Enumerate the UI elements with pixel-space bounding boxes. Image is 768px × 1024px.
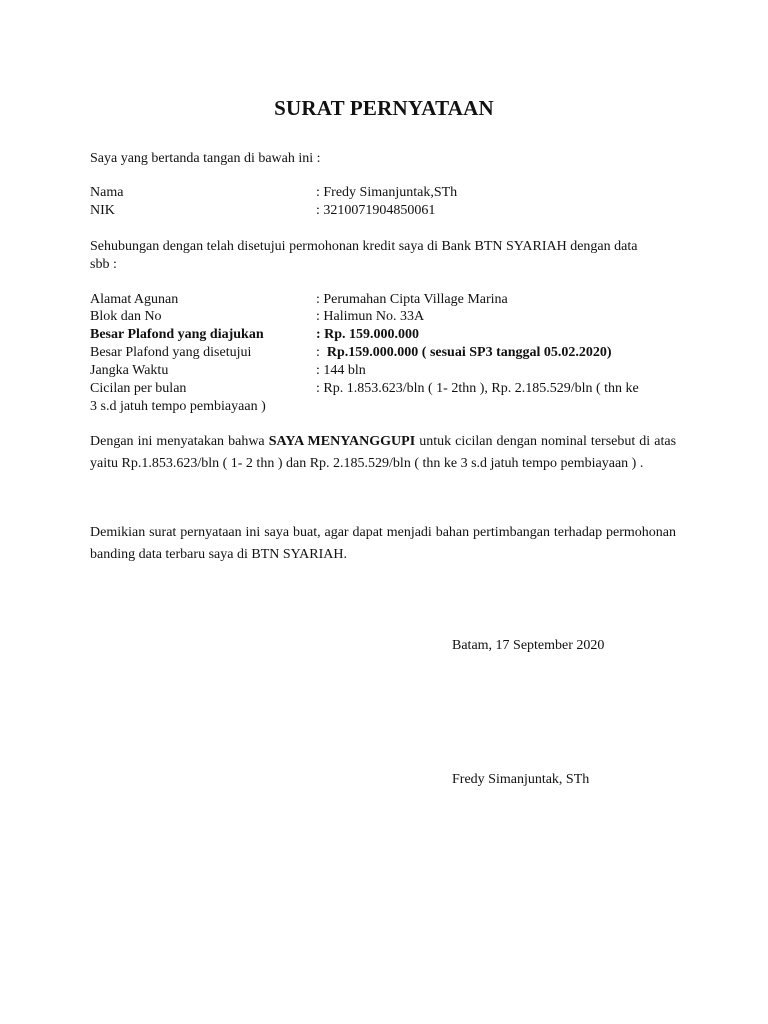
label-cicilan: Cicilan per bulan <box>90 381 187 396</box>
document-title: SURAT PERNYATAAN <box>274 96 494 120</box>
value-nik: : 3210071904850061 <box>316 203 436 218</box>
signatory-name: Fredy Simanjuntak, STh <box>452 772 590 787</box>
value-plafond-diajukan: : Rp. 159.000.000 <box>316 327 420 342</box>
label-plafond-disetujui: Besar Plafond yang disetujui <box>90 345 252 360</box>
label-nama: Nama <box>90 185 124 200</box>
label-plafond-diajukan: Besar Plafond yang diajukan <box>90 327 264 342</box>
colon: : <box>316 345 320 360</box>
label-blok-no: Blok dan No <box>90 309 162 324</box>
value-jangka-waktu: : 144 bln <box>316 363 366 378</box>
label-alamat-agunan: Alamat Agunan <box>90 292 179 307</box>
label-jangka-waktu: Jangka Waktu <box>90 363 169 378</box>
plafond-disetujui-amount: Rp.159.000.000 ( sesuai SP3 tanggal 05.02.2020) <box>326 345 612 360</box>
statement-before: Dengan ini menyatakan bahwa <box>90 434 269 449</box>
context-line-1: Sehubungan dengan telah disetujui permohonan kredit saya di Bank BTN SYARIAH dengan data <box>90 239 638 254</box>
cicilan-continuation: 3 s.d jatuh tempo pembiayaan ) <box>90 399 266 414</box>
label-nik: NIK <box>90 203 115 218</box>
value-nama: : Fredy Simanjuntak,STh <box>316 185 458 200</box>
value-plafond-disetujui <box>316 344 612 361</box>
value-alamat-agunan: : Perumahan Cipta Village Marina <box>316 292 508 307</box>
value-blok-no: : Halimun No. 33A <box>316 309 425 324</box>
intro-text: Saya yang bertanda tangan di bawah ini : <box>90 151 321 166</box>
place-date: Batam, 17 September 2020 <box>452 638 605 653</box>
context-line-2: sbb : <box>90 257 117 272</box>
statement-paragraph <box>90 431 676 475</box>
statement-after: untuk cicilan dengan nominal tersebut di atas yaitu Rp.1.853.623/bln ( 1- 2 thn ) dan Rp. 2.185.529/bln ( thn ke 3 s.d jatuh tempo pembiayaan ) . <box>90 434 677 471</box>
value-cicilan: : Rp. 1.853.623/bln ( 1- 2thn ), Rp. 2.185.529/bln ( thn ke <box>316 381 639 396</box>
closing-paragraph: Demikian surat pernyataan ini saya buat, agar dapat menjadi bahan pertimbangan terhadap permohonan banding data terbaru saya di BTN SYARIAH. <box>90 525 676 562</box>
statement-emphasis: SAYA MENYANGGUPI <box>268 434 416 449</box>
